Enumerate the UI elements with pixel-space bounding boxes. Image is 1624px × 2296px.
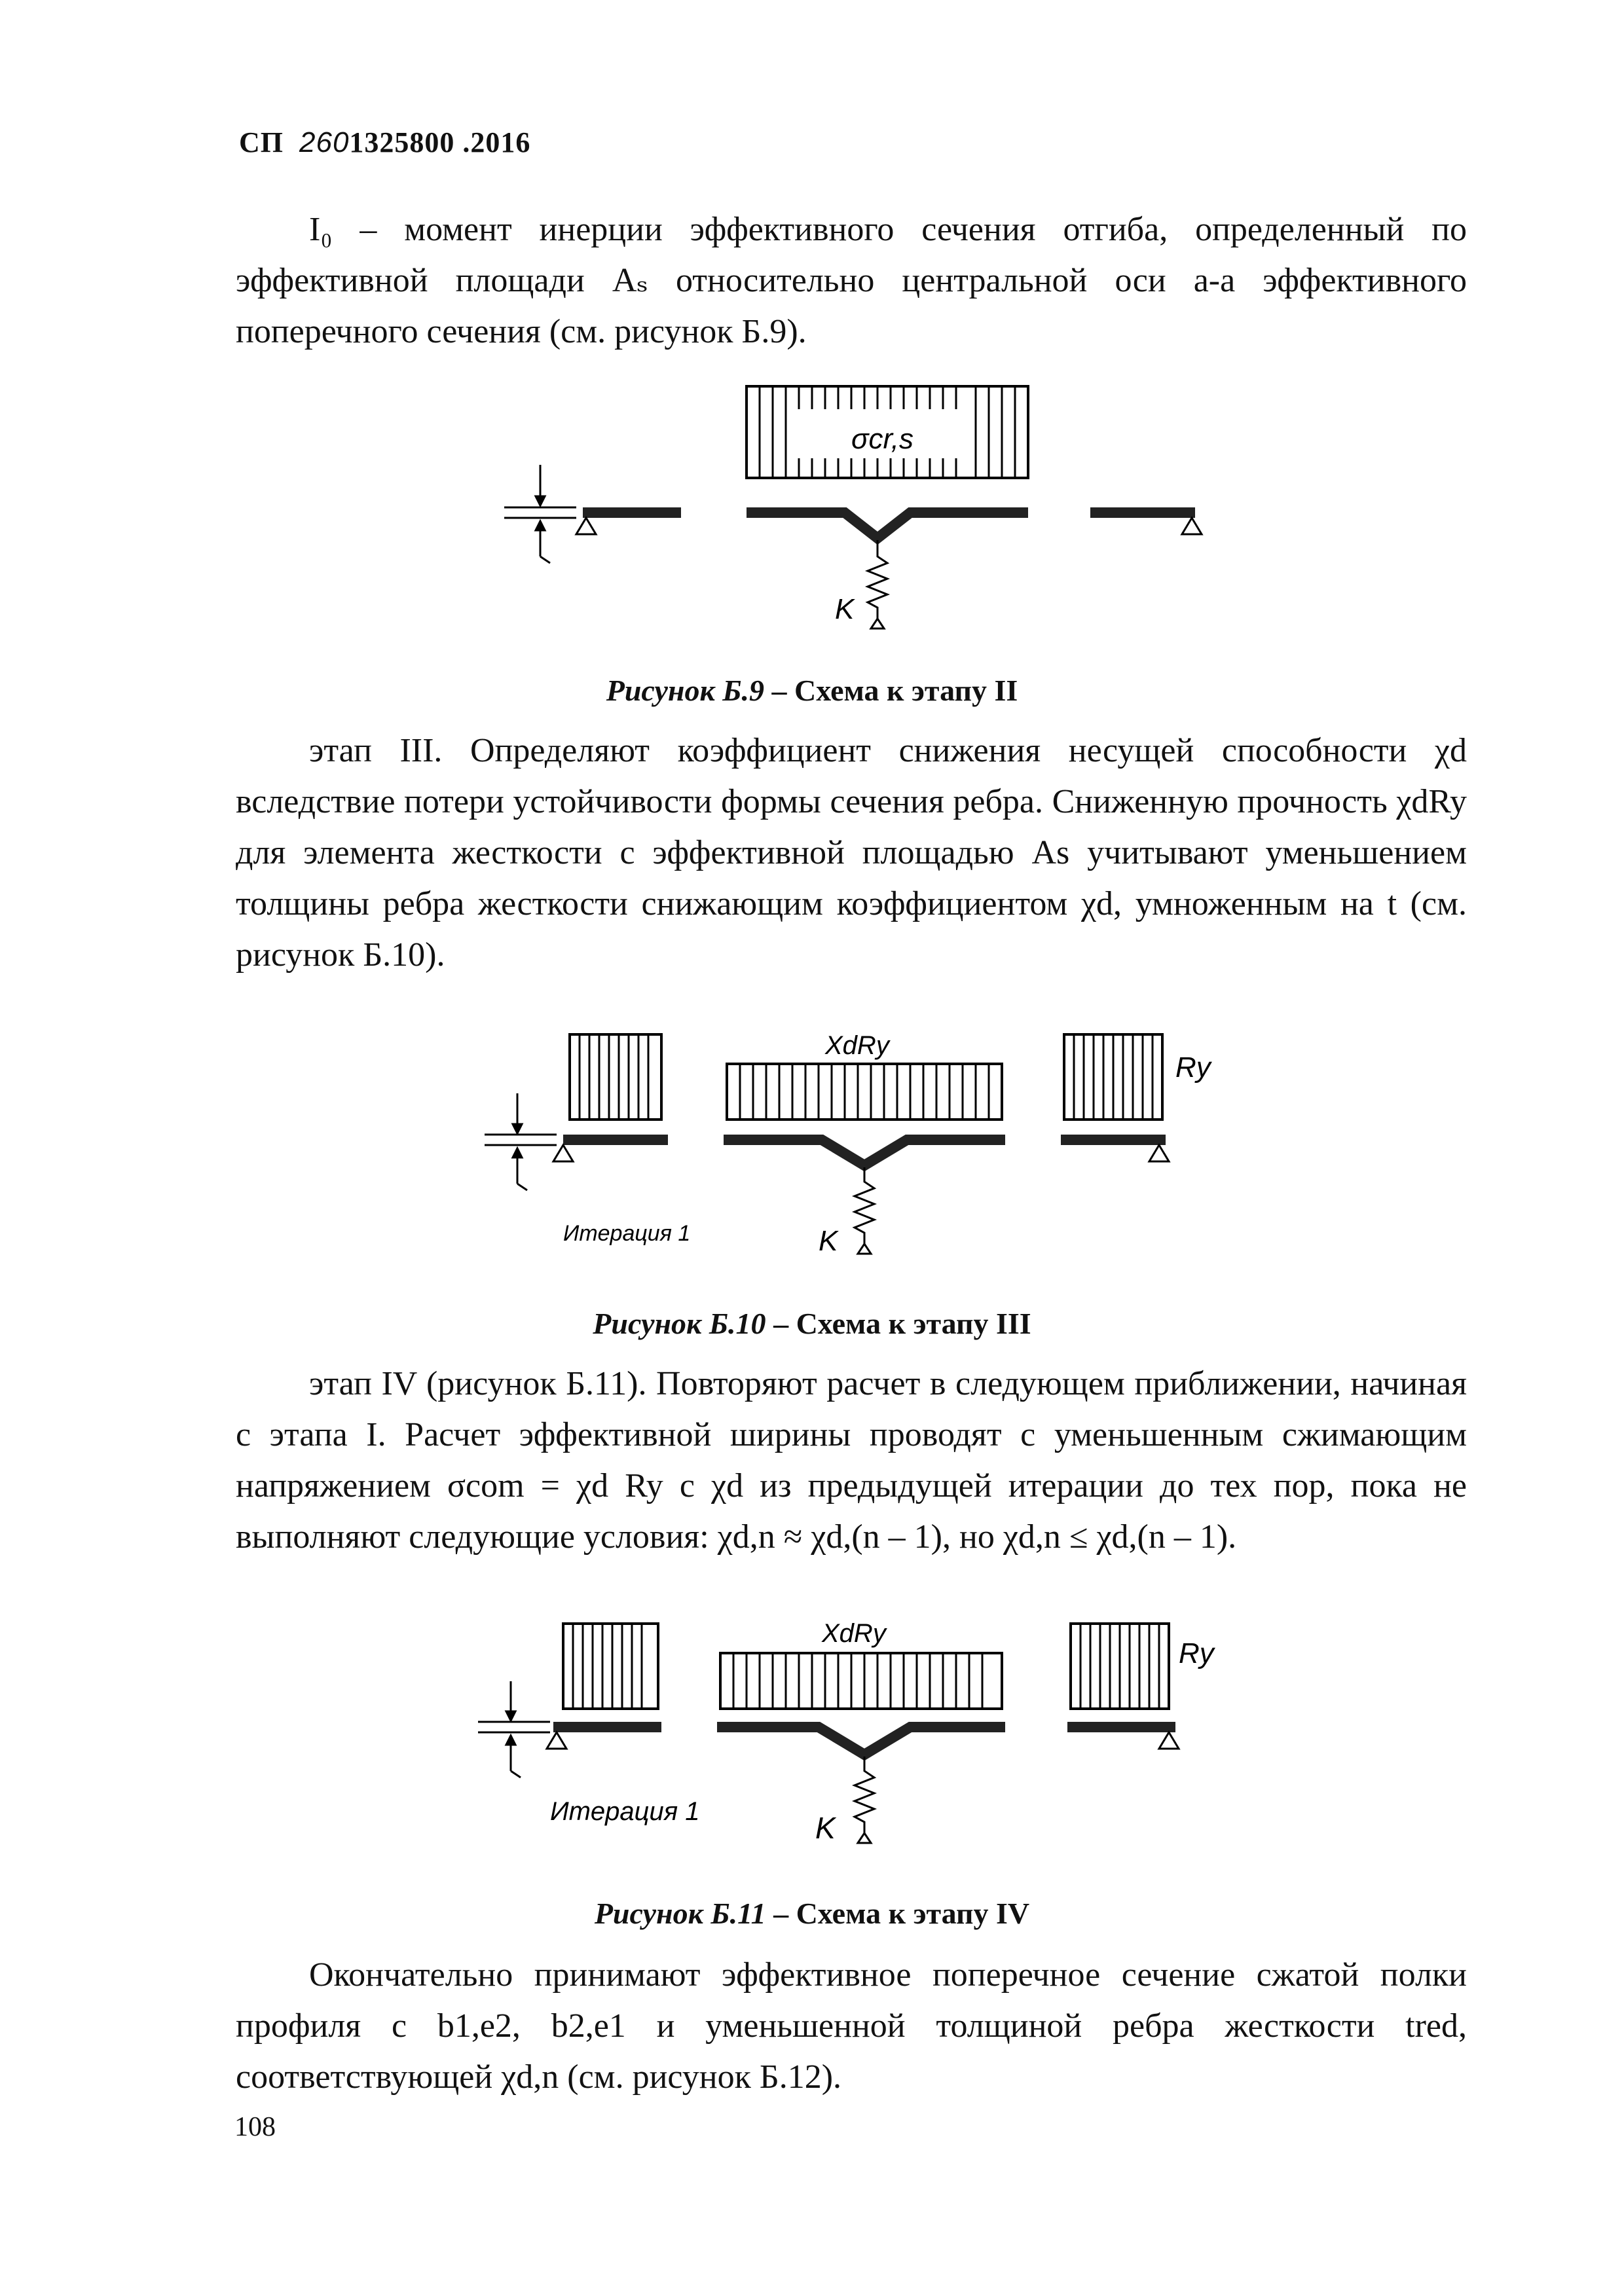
figure-b10-diagram xyxy=(0,1008,1624,1296)
xdry-label: XdRy xyxy=(825,1031,889,1060)
figure-b9 xyxy=(0,367,1624,655)
ry-label: Ry xyxy=(1179,1637,1214,1669)
paragraph-1 xyxy=(236,204,1467,357)
spring-k-label: K xyxy=(815,1811,836,1845)
header-handwritten-number: 260 xyxy=(299,126,350,158)
spring-k-label: K xyxy=(835,593,855,625)
paragraph-3-text: этап IV (рисунок Б.11). Повторяют расчет в следующем приближении, начиная с этапа I. Расчет эффективной ширины проводят с уменьшенным сжимающим напряжением σcom = χd Ry с χd из предыдущей итерации до тех пор, пока не выполняют следующие условия: χd,n ≈ χd,(n – 1), но χd,n ≤ χd,(n – 1). xyxy=(236,1365,1467,1556)
figure-b9-caption xyxy=(0,673,1624,708)
iteration-label: Итерация 1 xyxy=(550,1797,700,1826)
iteration-label: Итерация 1 xyxy=(563,1221,691,1246)
figure-b11-diagram xyxy=(0,1597,1624,1886)
figure-b10-caption xyxy=(0,1306,1624,1341)
figure-b9-caption-text: – Схема к этапу II xyxy=(764,674,1018,707)
paragraph-3 xyxy=(236,1358,1467,1563)
paragraph-4 xyxy=(236,1950,1467,2103)
xdry-label: XdRy xyxy=(822,1619,886,1648)
figure-b11-caption-number: Рисунок Б.11 xyxy=(594,1897,766,1930)
header-code: 1325800 .2016 xyxy=(349,126,531,158)
figure-b10-caption-number: Рисунок Б.10 xyxy=(593,1307,766,1340)
figure-b10-caption-text: – Схема к этапу III xyxy=(766,1307,1031,1340)
ry-label: Ry xyxy=(1175,1051,1211,1084)
figure-b11-caption xyxy=(0,1896,1624,1931)
figure-b9-caption-number: Рисунок Б.9 xyxy=(606,674,765,707)
paragraph-4-text: Окончательно принимают эффективное поперечное сечение сжатой полки профиля с b1,e2, b2,e1 и уменьшенной толщиной ребра жесткости tred, соответствующей χd,n (см. рисунок Б.12). xyxy=(236,1956,1467,2096)
page-number: 108 xyxy=(234,2112,276,2142)
paragraph-2 xyxy=(236,725,1467,981)
spring-k-label: K xyxy=(819,1225,838,1257)
document-header xyxy=(239,126,530,159)
figure-b11 xyxy=(0,1597,1624,1886)
figure-b9-diagram xyxy=(0,367,1624,655)
figure-b11-caption-text: – Схема к этапу IV xyxy=(766,1897,1030,1930)
sigma-label: σcr,s xyxy=(851,423,913,455)
figure-b10 xyxy=(0,1008,1624,1296)
paragraph-1-text: I₀ – момент инерции эффективного сечения отгиба, определенный по эффективной площади Aₛ относительно центральной оси а-а эффективного поперечного сечения (см. рисунок Б.9). xyxy=(236,211,1467,350)
header-prefix: СП xyxy=(239,126,284,158)
paragraph-2-text: этап III. Определяют коэффициент снижения несущей способности χd вследствие потери устойчивости формы сечения ребра. Сниженную прочность χdRy для элемента жесткости с эффективной площадью As учитывают уменьшением толщины ребра жесткости снижающим коэффициентом χd, умноженным на t (см. рисунок Б.10). xyxy=(236,732,1467,974)
